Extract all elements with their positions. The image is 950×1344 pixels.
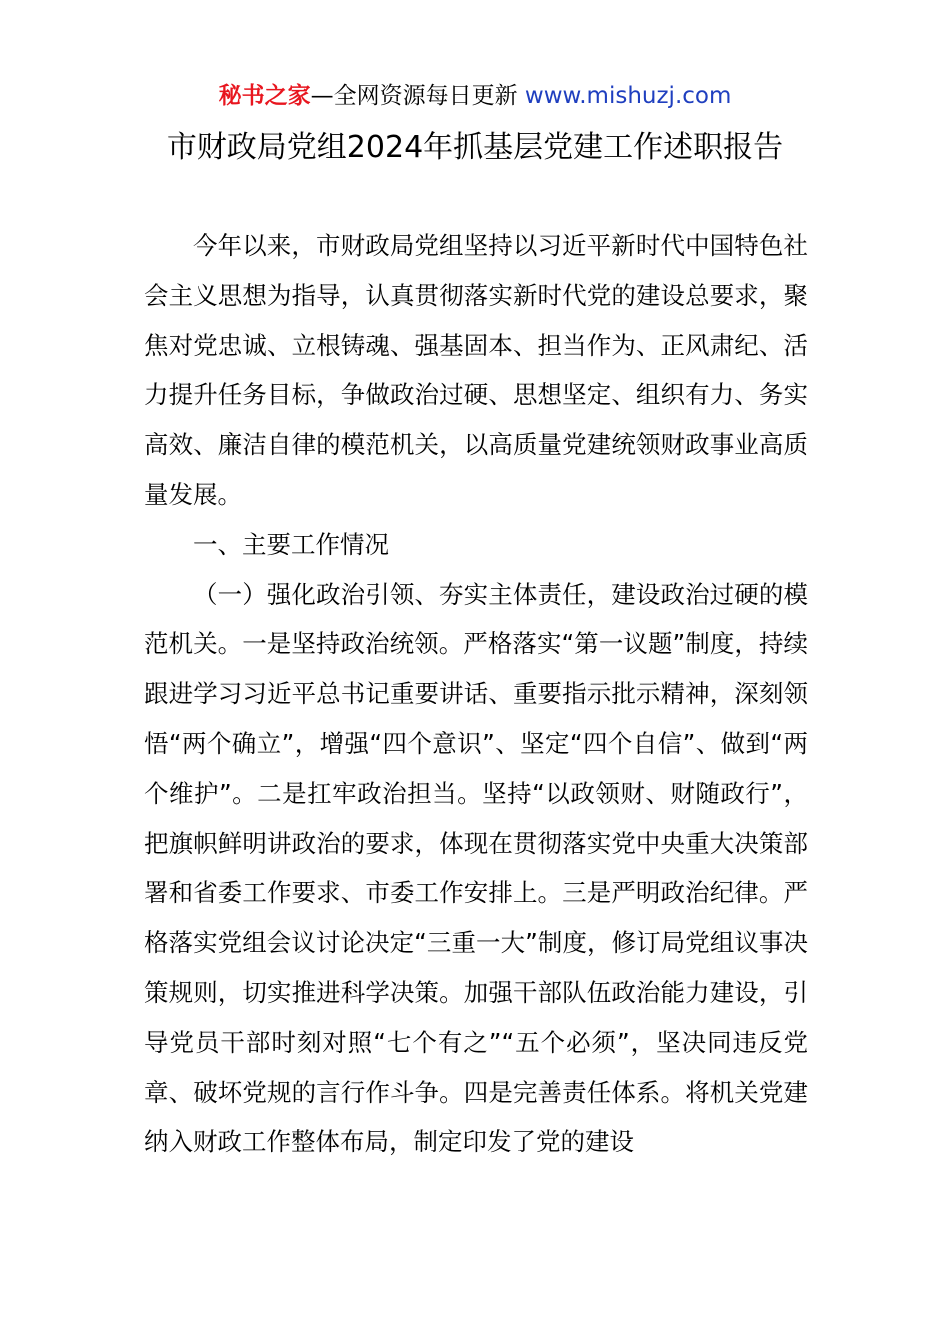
site-url-link[interactable]: www.mishuzj.com [524, 83, 732, 109]
header-tagline: —全网资源每日更新 [310, 83, 525, 109]
section-heading: 一、主要工作情况 [193, 529, 389, 559]
body-paragraph: （一）强化政治引领、夯实主体责任，建设政治过硬的模范机关。一是坚持政治统领。严格落实“第一议题”制度，持续跟进学习习近平总书记重要讲话、重要指示批示精神，深刻领悟“两个确立”，增强“四个意识”、坚定“四个自信”、做到“两个维护”。二是扛牢政治担当。坚持“以政领财、财随政行”，把旗帜鲜明讲政治的要求，体现在贯彻落实党中央重大决策部署和省委工作要求、市委工作安排上。三是严明政治纪律。严格落实党组会议讨论决定“三重一大”制度，修订局党组议事决策规则，切实推进科学决策。加强干部队伍政治能力建设，引导党员干部时刻对照“七个有之”“五个必须”，坚决同违反党章、破坏党规的言行作斗争。四是完善责任体系。将机关党建纳入财政工作整体布局，制定印发了党的建设 [144, 579, 808, 1157]
document-body [144, 221, 808, 1167]
intro-paragraph: 今年以来，市财政局党组坚持以习近平新时代中国特色社会主义思想为指导，认真贯彻落实新时代党的建设总要求，聚焦对党忠诚、立根铸魂、强基固本、担当作为、正风肃纪、活力提升任务目标，争做政治过硬、思想坚定、组织有力、务实高效、廉洁自律的模范机关，以高质量党建统领财政事业高质量发展。 [144, 231, 808, 509]
brand-name: 秘书之家 [218, 83, 311, 109]
page-header [0, 80, 950, 112]
document-title: 市财政局党组2024年抓基层党建工作述职报告 [166, 130, 784, 165]
